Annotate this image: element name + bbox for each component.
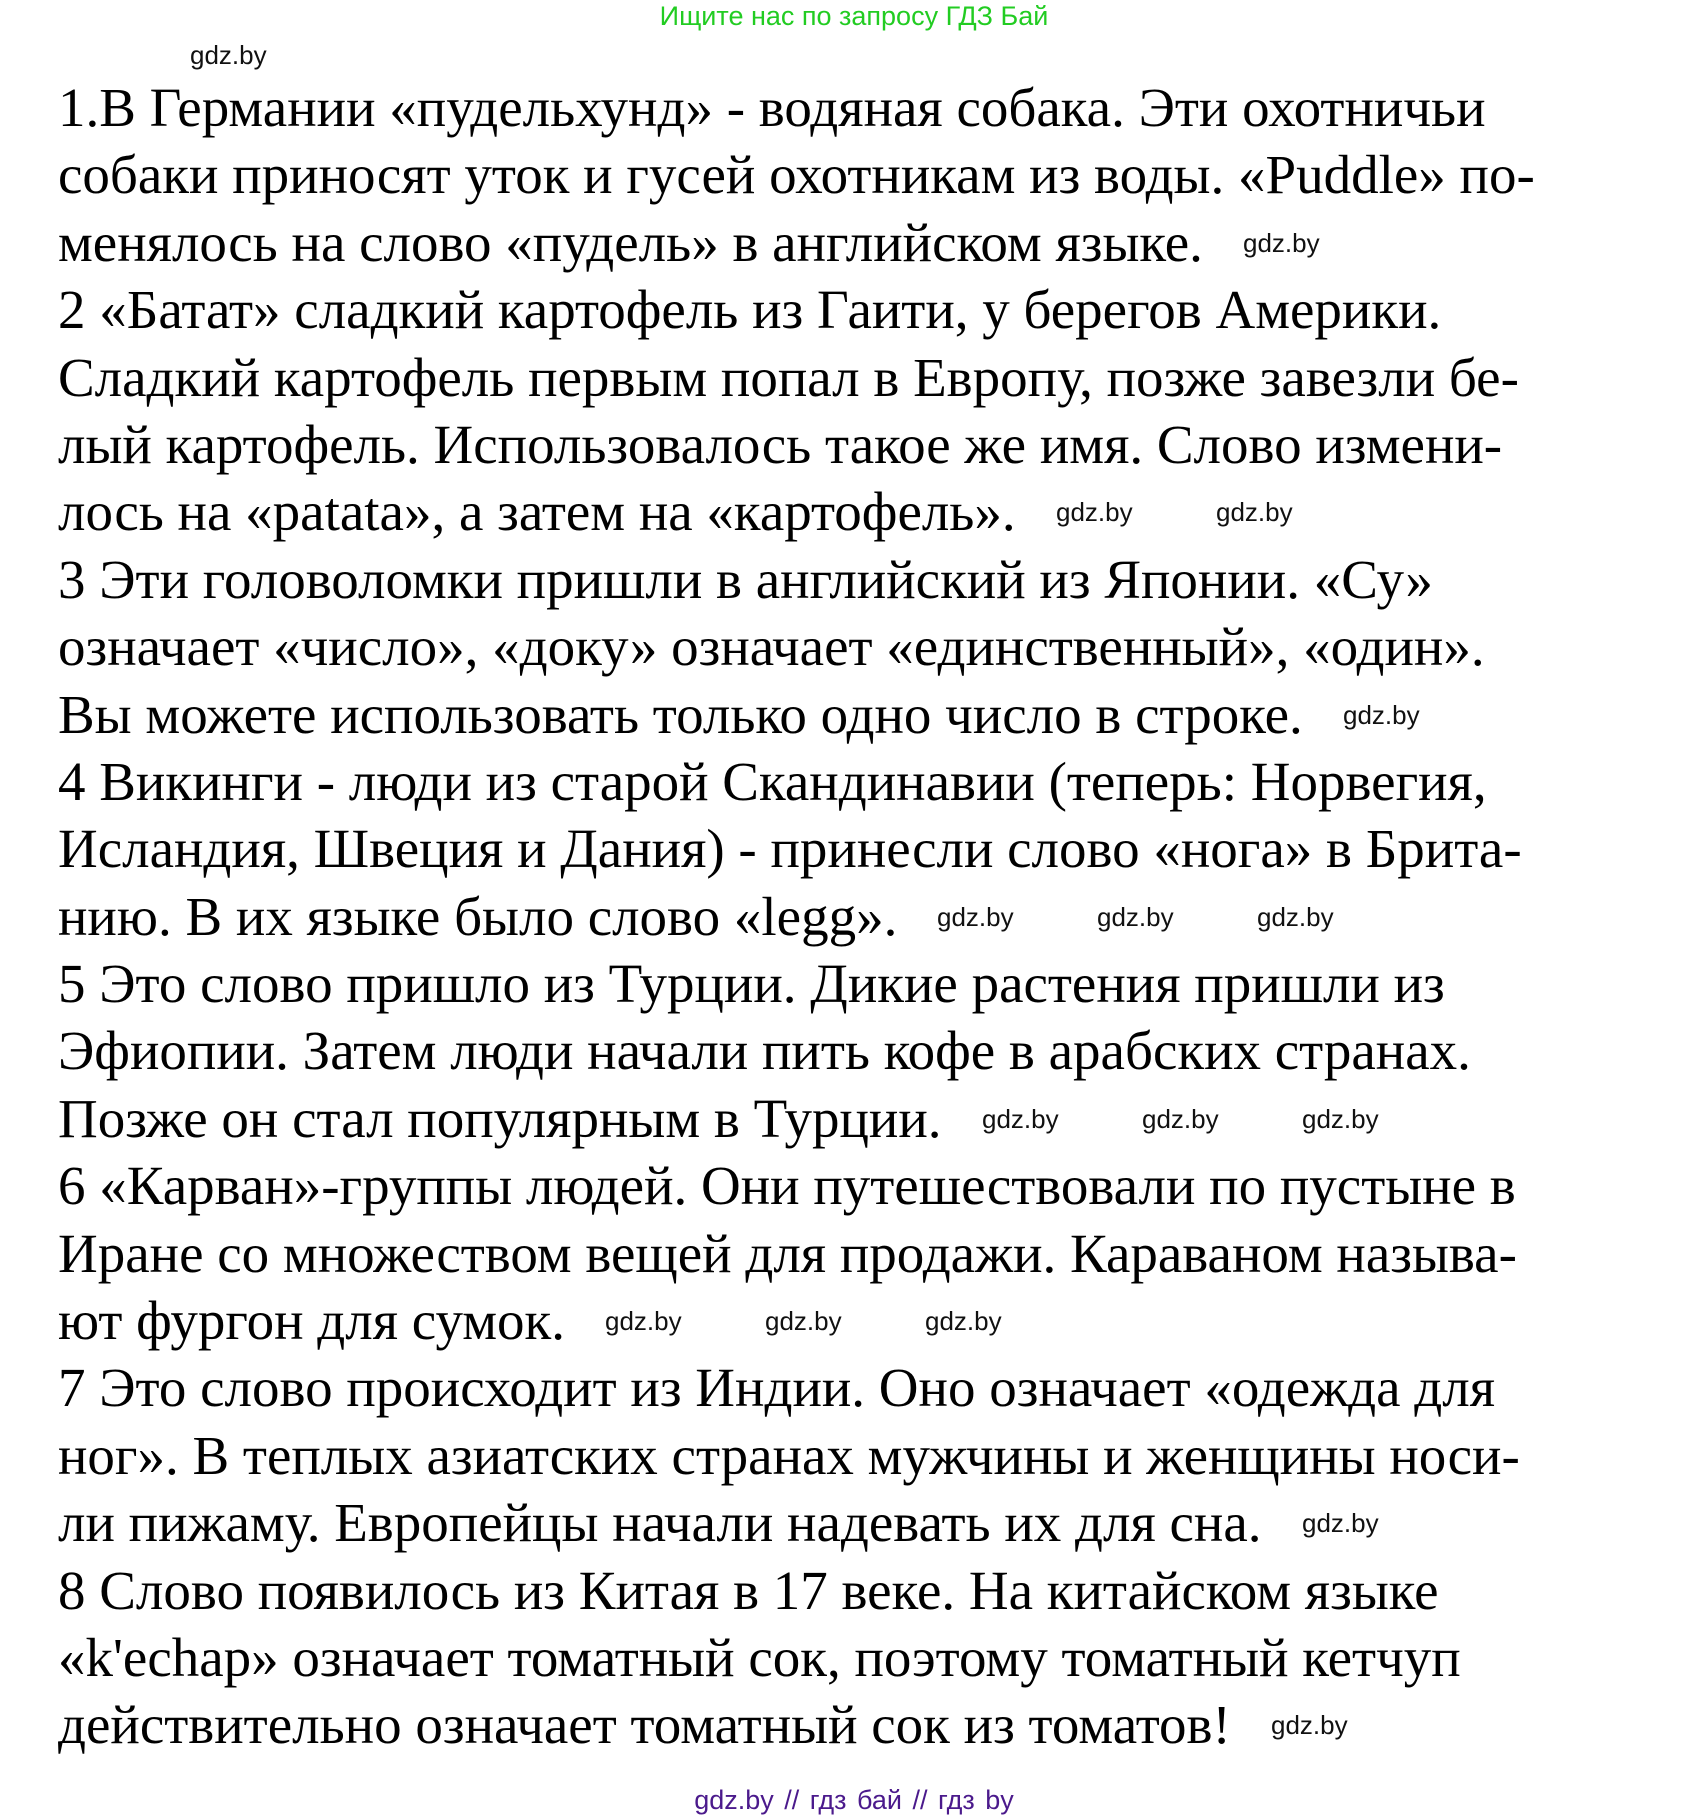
answer-line: «k'echap» означает томатный сок, поэтому томатный кетчуп — [58, 1626, 1461, 1688]
answer-line: 3 Эти головоломки пришли в английский из Японии. «Су» — [58, 548, 1433, 610]
answer-3 — [58, 546, 1535, 748]
answer-line: 2 «Батат» сладкий картофель из Гаити, у берегов Америки. — [58, 279, 1442, 341]
answer-line: менялось на слово «пудель» в английском языке. — [58, 211, 1203, 273]
answer-line: Позже он стал популярным в Турции. — [58, 1087, 942, 1149]
answer-line: 1.В Германии «пудельхунд» - водяная собака. Эти охотничьи — [58, 77, 1486, 138]
watermark: gdz.by — [1097, 902, 1174, 932]
answer-line: ли пижаму. Европейцы начали надевать их для сна. — [58, 1492, 1262, 1554]
watermark: gdz.by — [190, 40, 267, 70]
watermark: gdz.by — [937, 902, 1014, 932]
watermark: gdz.by — [1257, 902, 1334, 932]
watermark: gdz.by — [1216, 497, 1293, 527]
answer-line: ют фургон для сумок. — [58, 1290, 566, 1352]
watermark: gdz.by — [1142, 1104, 1219, 1134]
answer-line: Исландия, Швеция и Дания) - принесли слово «нога» в Брита- — [58, 818, 1522, 880]
answer-line: Вы можете использовать только одно число в строке. — [58, 683, 1303, 745]
answer-line: действительно означает томатный сок из томатов! — [58, 1694, 1231, 1756]
answer-line: ног». В теплых азиатских странах мужчины и женщины носи- — [58, 1424, 1520, 1486]
watermark: gdz.by — [982, 1104, 1059, 1134]
answer-line: означает «число», «доку» означает «единственный», «один». — [58, 616, 1485, 678]
promo-header: Ищите нас по запросу ГДЗ Бай — [659, 1, 1049, 31]
answer-line: лый картофель. Использовалось такое же имя. Слово измени- — [58, 413, 1503, 475]
watermark: gdz.by — [605, 1306, 682, 1336]
footer-links: gdz.by // гдз бай // гдз by — [694, 1785, 1014, 1815]
answer-line: Сладкий картофель первым попал в Европу, позже завезли бе- — [58, 346, 1519, 408]
watermark: gdz.by — [1243, 228, 1320, 258]
answer-line: нию. В их языке было слово «legg». — [58, 885, 898, 947]
answer-line: 7 Это слово происходит из Индии. Оно означает «одежда для — [58, 1357, 1496, 1419]
watermark: gdz.by — [1271, 1710, 1348, 1740]
answer-line: собаки приносят уток и гусей охотникам из воды. «Puddle» по- — [58, 144, 1535, 206]
answer-line: 6 «Карван»-группы людей. Они путешествовали по пустыне в — [58, 1155, 1516, 1217]
watermark: gdz.by — [1056, 497, 1133, 527]
answer-line: Иране со множеством вещей для продажи. Караваном называ- — [58, 1222, 1517, 1284]
answer-line: 4 Викинги - люди из старой Скандинавии (теперь: Норвегия, — [58, 750, 1487, 812]
watermark: gdz.by — [925, 1306, 1002, 1336]
watermark: gdz.by — [1302, 1508, 1379, 1538]
watermark: gdz.by — [765, 1306, 842, 1336]
answer-line: лось на «patata», а затем на «картофель». — [58, 481, 1016, 543]
answer-line: 8 Слово появилось из Китая в 17 веке. На китайском языке — [58, 1559, 1439, 1621]
watermark: gdz.by — [1343, 700, 1420, 730]
answer-line: 5 Это слово пришло из Турции. Дикие растения пришли из — [58, 953, 1445, 1015]
answer-line: Эфиопии. Затем люди начали пить кофе в арабских странах. — [58, 1020, 1471, 1082]
watermark: gdz.by — [1302, 1104, 1379, 1134]
answer-2 — [58, 276, 1535, 546]
